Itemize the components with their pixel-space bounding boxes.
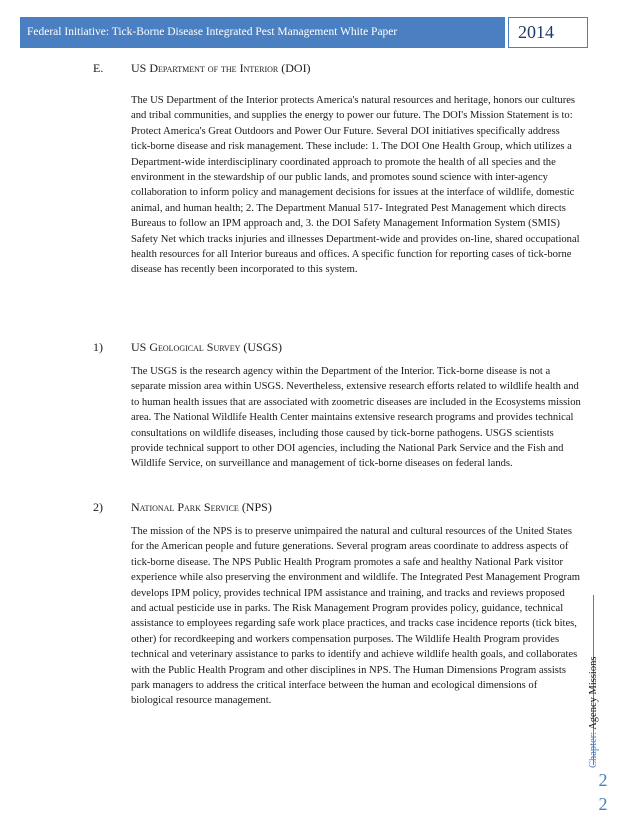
section-2-abbr: (NPS) [241,500,272,514]
section-e-title: US Department of the Interior [131,61,279,75]
section-e-heading [131,60,311,76]
section-1-title: US Geological Survey [131,340,241,354]
section-1-number: 1) [93,340,103,354]
page-header [20,17,570,48]
section-2-title: National Park Service [131,500,239,514]
section-2-number: 2) [93,500,103,514]
section-2-body: The mission of the NPS is to preserve unimpaired the natural and cultural resources of the United States for the American people and future generations. Several program areas coordinate to address aspects of tick-borne disease. The NPS Public Health Program promotes a safe and healthy National Park visitor experience while also preserving the environment and wildlife. The Integrated Pest Management Program develops IPM policy, provides technical IPM assistance and training, and tracks and reviews proposed and actual pesticide use in parks. The Risk Management Program provides policy, guidance, technical assistance to employees regarding safe work place practices, and tracks case incidence reports (tick bites, other) for recordkeeping and workers compensation purposes. The Wildlife Health Program provides technical and veterinary assistance to parks to identify and achieve wildlife health goals, and collaborates with the Public Health Program and other disciplines in NPS. The Human Dimensions Program assists park managers to address the critical interface between the human and ecological dimensions of biological resource management. [131,526,581,707]
header-year: 2014 [508,17,588,48]
chapter-label: Chapter: [588,731,599,768]
section-2-heading [131,499,272,515]
section-e-abbr: (DOI) [281,61,311,75]
section-1-body: The USGS is the research agency within the Department of the Interior. Tick-borne disease is not a separate mission area within USGS. Nevertheless, extensive research efforts related to wildlife health and to human health issues that are associated with zoometric diseases are included in the Ecosystems mission area. The National Wildlife Health Center maintains extensive research programs and provides technical consultations on wildlife diseases, including those caused by tick-borne pathogens. USGS scientists provide technical support to other DOI agencies, including the National Park Service and the Fish and Wildlife Service, on surveillance and management of tick-borne diseases on federal lands. [131,366,581,470]
section-e-body: The US Department of the Interior protects America's natural resources and heritage, honors our cultures and tribal communities, and supplies the energy to power our future. The DOI's Mission Statement is to: Protect America's Great Outdoors and Power Our Future. Several DOI initiatives specifically address tick-borne disease and risk management. These include: 1. The DOI One Health Group, which utilizes a Department-wide interdisciplinary coordinated approach to promote the health of all species and the environment in the stewardship of our public lands, and promotes sound science with inter-agency collaboration to inform policy and management decisions for issues at the interface of wildlife, domestic animal, and human health; 2. The Department Manual 517- Integrated Pest Management which directs Bureaus to follow an IPM approach and, 3. the DOI Safety Management Information System (SMIS) Safety Net which tracks injuries and illnesses Department-wide and provides on-line, shared occupational health resources for all Interior bureaus and offices. A specific function for reporting cases of tick-borne disease has recently been incorporated to this system. [131,95,580,276]
chapter-name: Agency Missions [588,656,599,730]
section-e-number: E. [93,61,104,75]
section-1-abbr: (USGS) [243,340,283,354]
page-number: 22 [598,770,608,814]
section-1-heading [131,339,282,355]
chapter-sidebar-label [587,657,601,768]
header-title: Federal Initiative: Tick-Borne Disease Integrated Pest Management White Paper [20,17,505,48]
